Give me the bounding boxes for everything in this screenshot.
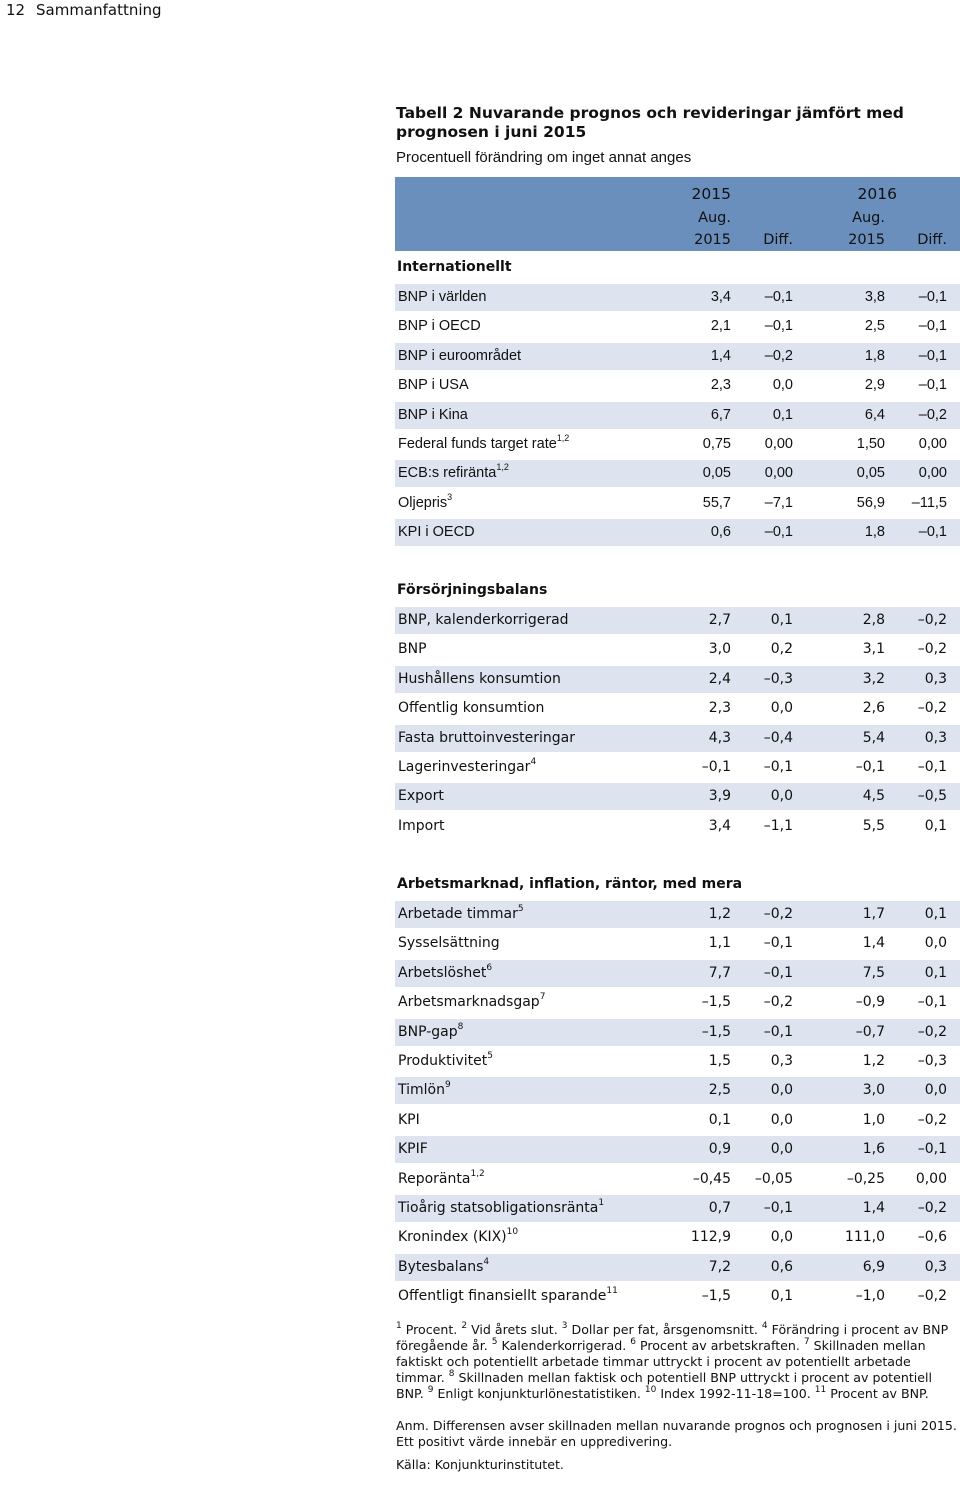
row-label: BNP i USA: [398, 377, 469, 393]
footnote-ref: 4: [530, 757, 537, 768]
footnote-number: 3: [561, 1320, 568, 1331]
table-row: [395, 343, 960, 370]
diff-2015-cell: –0,4: [763, 730, 793, 746]
value-2015-cell: 2,1: [710, 318, 731, 334]
row-label: Federal funds target rate$^{1,2}$: [398, 433, 570, 452]
footnote-number: 2: [461, 1320, 468, 1331]
value-2016-cell: 1,6: [862, 1141, 885, 1157]
value-2016-cell: 1,4: [862, 935, 885, 951]
table-row: [395, 1283, 960, 1310]
row-label: BNP i OECD: [398, 318, 481, 334]
value-2016-cell: 5,5: [862, 818, 885, 834]
diff-2016-cell: –0,2: [917, 1024, 947, 1040]
footnote-text: Vid årets slut.: [467, 1322, 562, 1337]
value-2015-cell: 4,3: [708, 730, 731, 746]
value-2016-cell: 1,0: [862, 1112, 885, 1128]
value-2016-cell: 3,8: [864, 289, 885, 305]
value-2016-cell: –0,9: [855, 994, 885, 1010]
table-note: Anm. Differensen avser skillnaden mellan nuvarande prognos och prognosen i juni 2015. Ett positivt värde innebär en uppredivering.: [396, 1418, 957, 1449]
row-label: Arbetslöshet$^6$: [398, 963, 493, 981]
table-row: [395, 725, 960, 752]
value-2015-cell: 0,75: [702, 436, 731, 452]
footnote-text: Enligt konjunkturlönestatistiken.: [433, 1386, 645, 1401]
diff-2015-cell: 0,2: [770, 641, 793, 657]
table-row: [395, 490, 960, 517]
table-row: [395, 901, 960, 928]
footnote-ref: 10: [506, 1227, 519, 1238]
diff-2016-cell: 0,1: [924, 965, 947, 981]
footnote-text: Dollar per fat, årsgenomsnitt.: [567, 1322, 762, 1337]
row-label: Sysselsättning: [398, 935, 500, 951]
value-2015-cell: 1,4: [710, 348, 731, 364]
value-2015-cell: 3,9: [708, 788, 731, 804]
footnote-ref: 9: [444, 1080, 451, 1091]
table-row: [395, 607, 960, 634]
value-2015-cell: 2,5: [708, 1082, 731, 1098]
table-row: [395, 1166, 960, 1193]
row-label: BNP, kalenderkorrigerad: [398, 612, 569, 628]
table-title-block: [396, 104, 960, 166]
footnote-ref: 3: [447, 492, 453, 503]
footnote-ref: 1,2: [496, 462, 509, 473]
diff-2015-cell: 0,6: [770, 1259, 793, 1275]
value-2015-cell: 112,9: [690, 1229, 731, 1245]
value-2015-cell: 7,7: [708, 965, 731, 981]
diff-2016-cell: 0,00: [918, 436, 947, 452]
value-2016-cell: 6,4: [864, 407, 885, 423]
footnote-ref: 6: [486, 963, 493, 974]
value-2015-cell: –1,5: [701, 1024, 731, 1040]
diff-2016-cell: 0,0: [924, 935, 947, 951]
diff-2016-cell: –0,2: [918, 407, 947, 423]
row-label: Arbetade timmar$^5$: [398, 904, 524, 922]
row-label: Fasta bruttoinvesteringar: [398, 730, 576, 746]
diff-2016-cell: 0,3: [924, 1259, 947, 1275]
footnote-text: Procent av arbetskraften.: [635, 1338, 804, 1353]
table-source: Källa: Konjunkturinstitutet.: [396, 1457, 564, 1472]
table-row: [395, 666, 960, 693]
diff-2016-cell: 0,1: [924, 906, 947, 922]
diff-2016-cell: –0,1: [917, 994, 947, 1010]
table-row: [395, 930, 960, 957]
value-2016-cell: 56,9: [856, 495, 885, 511]
diff-2015-cell: 0,1: [772, 407, 793, 423]
row-label: Tioårig statsobligationsränta$^1$: [398, 1198, 605, 1216]
value-2016-cell: 3,1: [862, 641, 885, 657]
diff-2015-cell: –0,1: [764, 318, 793, 334]
value-2015-cell: –0,45: [692, 1171, 731, 1187]
value-2016-cell: 1,2: [862, 1053, 885, 1069]
value-2015-cell: 2,3: [710, 377, 731, 393]
diff-2015-cell: –0,05: [754, 1171, 793, 1187]
value-2015-cell: 0,05: [702, 465, 731, 481]
row-label: BNP i världen: [398, 289, 487, 305]
diff-2016-cell: –0,2: [917, 1200, 947, 1216]
footnote-text: Skillnaden mellan faktisk och potentiell BNP uttryckt i procent av potentiell BNP.: [396, 1370, 933, 1401]
row-label: Export: [398, 788, 444, 804]
table-row: [395, 695, 960, 722]
row-label: Offentlig konsumtion: [398, 700, 545, 716]
value-2015-cell: –1,5: [701, 1288, 731, 1304]
value-2016-cell: 1,8: [864, 524, 885, 540]
diff-2015-cell: 0,0: [770, 1141, 793, 1157]
value-2015-cell: 0,6: [710, 524, 731, 540]
value-2016-cell: 5,4: [862, 730, 885, 746]
footnote-text: Procent av BNP.: [826, 1386, 929, 1401]
value-2016-cell: 1,7: [862, 906, 885, 922]
diff-2016-cell: 0,3: [924, 671, 947, 687]
diff-2015-cell: –1,1: [763, 818, 793, 834]
row-label: KPIF: [398, 1141, 428, 1157]
diff-2015-cell: –0,1: [763, 1024, 793, 1040]
row-label: BNP-gap$^8$: [398, 1022, 464, 1040]
table-title: Tabell 2 Nuvarande prognos och revideringar jämfört med prognosen i juni 2015: [396, 104, 904, 141]
diff-2016-cell: –0,1: [918, 348, 947, 364]
value-2016-cell: 1,4: [862, 1200, 885, 1216]
year-2015-header: 2015: [691, 185, 731, 203]
table-row: [395, 460, 960, 487]
value-2016-cell: 2,8: [862, 612, 885, 628]
diff-2016-cell: 0,3: [924, 730, 947, 746]
row-label: Import: [398, 818, 445, 834]
table-row: [395, 1195, 960, 1222]
diff-2016-cell: –0,2: [917, 641, 947, 657]
footnote-number: 8: [448, 1368, 455, 1379]
row-label: Produktivitet$^5$: [398, 1051, 493, 1069]
value-2015-cell: 6,7: [710, 407, 731, 423]
row-label: Kronindex (KIX)$^{10}$: [398, 1227, 519, 1245]
table-row: [395, 813, 960, 840]
diff-2015-cell: –0,1: [763, 1200, 793, 1216]
value-2016-cell: –0,1: [855, 759, 885, 775]
footnote-ref: 7: [539, 992, 546, 1003]
diff-2015-cell: 0,00: [764, 465, 793, 481]
diff-2015-cell: 0,0: [770, 1082, 793, 1098]
table-subtitle: Procentuell förändring om inget annat anges: [396, 149, 692, 166]
value-2016-cell: 2,6: [862, 700, 885, 716]
diff-2015-cell: –0,2: [763, 994, 793, 1010]
value-2016-cell: 111,0: [844, 1229, 885, 1245]
aug-2016-header-label: Aug.: [852, 210, 885, 226]
footnote-ref: 8: [457, 1022, 464, 1033]
aug-2015-header-year: 2015: [694, 232, 731, 248]
diff-2015-cell: 0,3: [770, 1053, 793, 1069]
table-row: [395, 754, 960, 781]
page-number: 12: [6, 1, 26, 19]
diff-2016-cell: –0,6: [917, 1229, 947, 1245]
diff-2016-cell: –0,2: [917, 700, 947, 716]
row-label: Bytesbalans$^4$: [398, 1257, 490, 1275]
value-2015-cell: 7,2: [708, 1259, 731, 1275]
diff-2015-cell: –0,2: [763, 906, 793, 922]
diff-2015-cell: 0,0: [772, 377, 793, 393]
footnote-number: 11: [814, 1384, 827, 1395]
table-row: [395, 960, 960, 987]
value-2015-cell: 2,7: [708, 612, 731, 628]
footnote-ref: 5: [517, 904, 524, 915]
footnote-number: 1: [396, 1320, 402, 1331]
row-label: Arbetsmarknadsgap$^7$: [398, 992, 546, 1010]
row-label: Hushållens konsumtion: [398, 671, 561, 687]
table-row: [395, 1019, 960, 1046]
footnote-text: Kalenderkorrigerad.: [497, 1338, 631, 1353]
value-2015-cell: 3,0: [708, 641, 731, 657]
footnote-text: Skillnaden mellan faktiskt och potentiellt arbetade timmar uttryckt i procent av potentiellt arbetade timmar.: [396, 1338, 926, 1385]
diff-2015-cell: –0,1: [764, 289, 793, 305]
diff-2016-cell: –0,1: [918, 377, 947, 393]
table-row: [395, 284, 960, 311]
diff-2015-cell: –0,1: [763, 935, 793, 951]
diff-2015-cell: –0,3: [763, 671, 793, 687]
value-2015-cell: 0,1: [708, 1112, 731, 1128]
section-heading: Försörjningsbalans: [397, 582, 548, 598]
value-2016-cell: 7,5: [862, 965, 885, 981]
diff-2016-cell: –0,5: [917, 788, 947, 804]
diff-2015-cell: 0,0: [770, 700, 793, 716]
diff-2016-cell: 0,00: [918, 465, 947, 481]
footnote-number: 7: [803, 1336, 810, 1347]
diff-2016-cell: –0,2: [917, 612, 947, 628]
footnotes: [396, 1322, 958, 1473]
table-row: [395, 1077, 960, 1104]
footnote-number: 9: [427, 1384, 434, 1395]
table-row: [395, 783, 960, 810]
value-2015-cell: 55,7: [702, 495, 731, 511]
diff-2016-cell: –0,3: [917, 1053, 947, 1069]
row-label: ECB:s refiränta$^{1,2}$: [398, 462, 509, 481]
diff-2016-cell: –0,1: [917, 1141, 947, 1157]
diff-2015-cell: 0,0: [770, 788, 793, 804]
row-label: Oljepris$^3$: [398, 492, 453, 511]
diff-2016-cell: 0,1: [924, 818, 947, 834]
diff-2016-cell: –0,2: [917, 1288, 947, 1304]
table-row: [395, 372, 960, 399]
row-label: Timlön$^9$: [398, 1080, 451, 1098]
table-row: [395, 1048, 960, 1075]
footnote-number: 5: [491, 1336, 498, 1347]
aug-2015-header-label: Aug.: [698, 210, 731, 226]
table-column-header: [395, 177, 960, 251]
value-2015-cell: 1,5: [708, 1053, 731, 1069]
diff-2015-header: Diff.: [763, 232, 793, 248]
diff-2015-cell: –0,1: [764, 524, 793, 540]
value-2016-cell: 1,8: [864, 348, 885, 364]
row-label: BNP i euroområdet: [398, 348, 522, 364]
value-2015-cell: 2,4: [708, 671, 731, 687]
year-2016-header: 2016: [857, 185, 897, 203]
table-row: [395, 1254, 960, 1281]
value-2015-cell: 3,4: [708, 818, 731, 834]
diff-2015-cell: 0,1: [770, 1288, 793, 1304]
diff-2016-cell: –0,1: [917, 759, 947, 775]
diff-2015-cell: 0,0: [770, 1112, 793, 1128]
table-row: [395, 1224, 960, 1251]
table-row: [395, 636, 960, 663]
page-header: [0, 0, 960, 22]
footnote-text: Index 1992-11-18=100.: [656, 1386, 815, 1401]
page-section-title: Sammanfattning: [36, 1, 162, 19]
diff-2015-cell: –0,1: [763, 759, 793, 775]
section-heading: Arbetsmarknad, inflation, räntor, med mera: [397, 876, 743, 892]
value-2016-cell: –0,25: [846, 1171, 885, 1187]
value-2016-cell: 0,05: [856, 465, 885, 481]
value-2015-cell: –1,5: [701, 994, 731, 1010]
footnote-ref: 1,2: [470, 1169, 485, 1180]
value-2016-cell: 6,9: [862, 1259, 885, 1275]
value-2015-cell: 0,9: [708, 1141, 731, 1157]
value-2015-cell: 3,4: [710, 289, 731, 305]
value-2016-cell: 2,9: [864, 377, 885, 393]
value-2015-cell: 0,7: [708, 1200, 731, 1216]
diff-2016-cell: –11,5: [911, 495, 947, 511]
footnote-list: [396, 1322, 958, 1402]
row-label: Reporänta$^{1,2}$: [398, 1169, 485, 1187]
value-2015-cell: 1,1: [708, 935, 731, 951]
diff-2015-cell: –0,1: [763, 965, 793, 981]
row-label: BNP: [398, 641, 427, 657]
value-2016-cell: 1,50: [856, 436, 885, 452]
table-row: [395, 1107, 960, 1134]
value-2016-cell: 3,2: [862, 671, 885, 687]
aug-2016-header-year: 2015: [848, 232, 885, 248]
diff-2016-header: Diff.: [917, 232, 947, 248]
footnote-number: 6: [630, 1336, 636, 1347]
value-2016-cell: 2,5: [864, 318, 885, 334]
table-row: [395, 313, 960, 340]
diff-2015-cell: –0,2: [764, 348, 793, 364]
footnote-ref: 5: [487, 1051, 493, 1062]
row-label: Lagerinvesteringar$^4$: [398, 757, 537, 775]
diff-2016-cell: –0,1: [918, 289, 947, 305]
diff-2015-cell: 0,00: [764, 436, 793, 452]
section-heading: Internationellt: [397, 259, 512, 275]
value-2016-cell: 4,5: [862, 788, 885, 804]
row-label: KPI i OECD: [398, 524, 475, 540]
diff-2015-cell: 0,1: [770, 612, 793, 628]
table-row: [395, 519, 960, 546]
value-2016-cell: 3,0: [862, 1082, 885, 1098]
value-2015-cell: –0,1: [701, 759, 731, 775]
footnote-ref: 1,2: [556, 433, 570, 444]
footnote-number: 4: [761, 1320, 768, 1331]
value-2015-cell: 2,3: [708, 700, 731, 716]
diff-2015-cell: 0,0: [770, 1229, 793, 1245]
diff-2016-cell: –0,2: [917, 1112, 947, 1128]
row-label: KPI: [398, 1112, 420, 1128]
footnote-ref: 11: [606, 1286, 618, 1297]
value-2016-cell: –0,7: [855, 1024, 885, 1040]
table-row: [395, 989, 960, 1016]
table-row: [395, 402, 960, 429]
diff-2015-cell: –7,1: [764, 495, 793, 511]
footnote-number: 10: [644, 1384, 657, 1395]
footnote-text: Procent.: [401, 1322, 462, 1337]
diff-2016-cell: –0,1: [918, 524, 947, 540]
table-row: [395, 1136, 960, 1163]
diff-2016-cell: 0,0: [924, 1082, 947, 1098]
value-2015-cell: 1,2: [708, 906, 731, 922]
footnote-ref: 4: [483, 1257, 490, 1268]
diff-2016-cell: 0,00: [915, 1171, 947, 1187]
table-row: [395, 431, 960, 458]
diff-2016-cell: –0,1: [918, 318, 947, 334]
footnote-ref: 1: [598, 1198, 605, 1209]
row-label: Offentligt finansiellt sparande$^{11}$: [398, 1286, 618, 1304]
footnote-text: Förändring i procent av BNP föregående år.: [396, 1322, 949, 1353]
value-2016-cell: –1,0: [855, 1288, 885, 1304]
row-label: BNP i Kina: [398, 407, 468, 423]
